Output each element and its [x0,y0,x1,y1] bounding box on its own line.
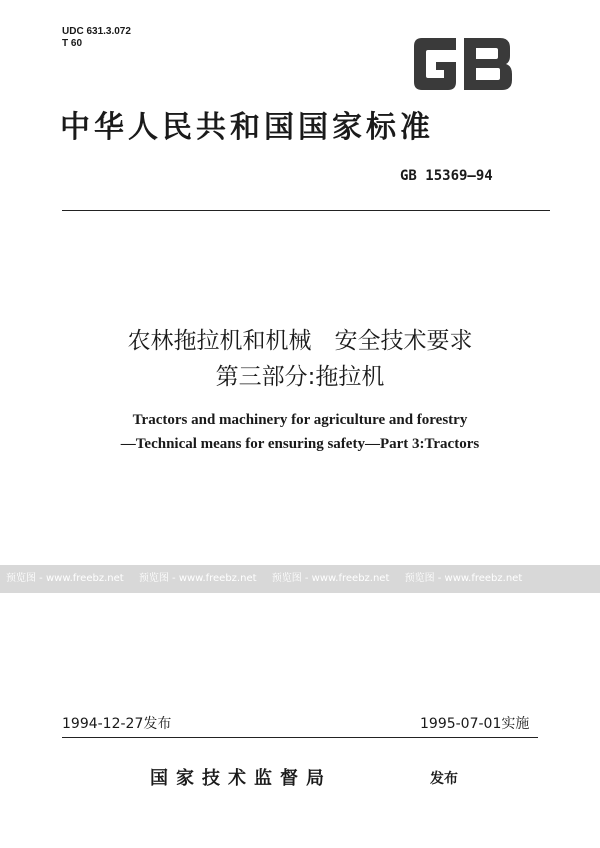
issue-label: 发布 [430,771,458,787]
watermark-text: 预览图 - www.freebz.net [271,573,390,584]
publish-date: 1994-12-27发布 [62,716,172,732]
watermark-banner [0,565,600,593]
standard-number: GB 15369—94 [400,168,493,184]
watermark-text: 预览图 - www.freebz.net [404,573,523,584]
english-title-line-2: —Technical means for ensuring safety—Part 3:Tractors [120,436,480,452]
category-code: T 60 [62,38,83,49]
gb-logo [410,34,516,94]
watermark-text: 预览图 - www.freebz.net [138,573,257,584]
issuing-authority: 国家技术监督局 [150,768,332,789]
watermark-text: 预览图 - www.freebz.net [6,573,124,584]
chinese-title-line-1: 农林拖拉机和机械 安全技术要求 [127,328,473,354]
divider-top [62,210,550,211]
chinese-title-line-2: 第三部分:拖拉机 [215,364,385,390]
english-title-line-1: Tractors and machinery for agriculture and forestry [132,412,468,428]
effective-date: 1995-07-01实施 [420,716,530,732]
classification-codes [62,26,131,50]
divider-bottom [62,737,538,738]
udc-code: UDC 631.3.072 [62,26,131,37]
national-standard-title: 中华人民共和国国家标准 [60,110,434,145]
